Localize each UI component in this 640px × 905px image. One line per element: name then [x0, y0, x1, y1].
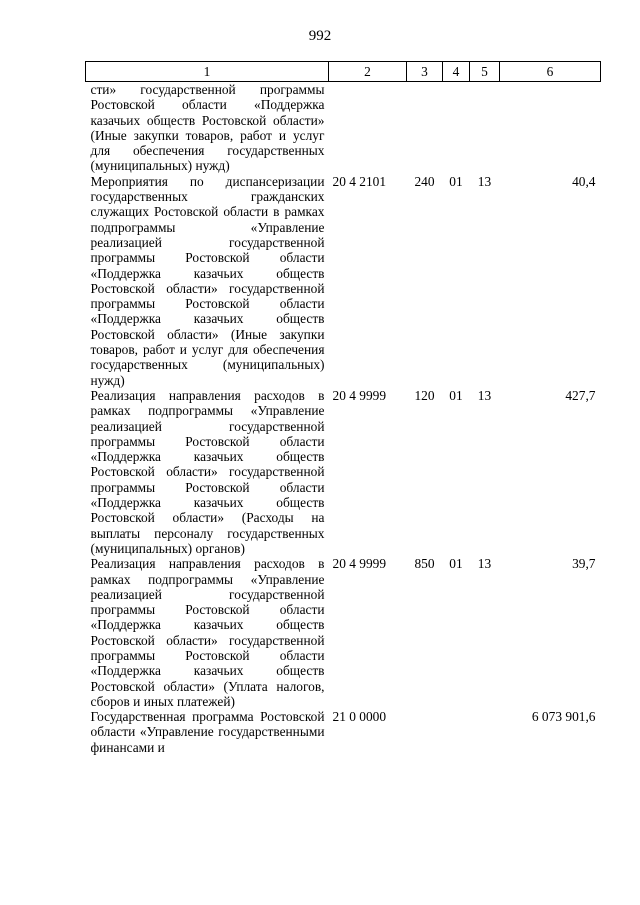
table-row	[86, 556, 601, 709]
row-code: 20 4 9999	[332, 387, 387, 403]
column-header-description: 1	[86, 62, 329, 82]
row-type	[407, 82, 443, 174]
row-type: 240	[414, 173, 435, 189]
row-code	[329, 82, 407, 174]
row-description: Мероприятия по диспансеризации государственных гражданских служащих Ростовской области в рамках подпрограммы «Управление реализацией государственной программы Ростовской области «Поддержка казачьих обществ Ростовской области» государственной программы Ростовской области «Поддержка казачьих обществ Ростовской области» (Иные закупки товаров, работ и услуг для обеспечения государственных (муниципальных) нужд)	[90, 173, 325, 388]
row-section	[443, 709, 470, 755]
row-description: Государственная программа Ростовской области «Управление государственными финансами и	[90, 709, 325, 755]
row-amount: 40,4	[572, 173, 596, 189]
table-row	[86, 388, 601, 556]
row-section: 01	[449, 173, 463, 189]
row-type	[407, 709, 443, 755]
row-subsection: 13	[477, 387, 492, 403]
row-type: 120	[414, 387, 435, 403]
row-description: Реализация направления расходов в рамках подпрограммы «Управление реализацией государственной программы Ростовской области «Поддержка казачьих обществ Ростовской области» государственной программы Ростовской области «Поддержка казачьих обществ Ростовской области» (Расходы на выплаты персоналу государственных (муниципальных) органов)	[90, 387, 325, 556]
row-amount	[500, 82, 601, 174]
row-amount: 39,7	[572, 556, 596, 572]
row-type: 850	[414, 556, 435, 572]
column-header-type: 3	[407, 62, 443, 82]
row-amount: 6 073 901,6	[531, 709, 596, 725]
row-code: 20 4 2101	[332, 173, 387, 189]
row-description: Реализация направления расходов в рамках подпрограммы «Управление реализацией государственной программы Ростовской области «Поддержка казачьих обществ Ростовской области» государственной программы Ростовской области «Поддержка казачьих обществ Ростовской области» (Уплата налогов, сборов и иных платежей)	[90, 556, 325, 709]
table-row	[86, 174, 601, 388]
column-header-subsection: 5	[470, 62, 500, 82]
row-code: 20 4 9999	[332, 556, 387, 572]
row-subsection	[470, 709, 500, 755]
row-code: 21 0 0000	[332, 709, 387, 725]
table-row	[86, 82, 601, 174]
table-row	[86, 709, 601, 755]
row-section: 01	[449, 556, 463, 572]
row-description: сти» государственной программы Ростовской области «Поддержка казачьих обществ Ростовской области» (Иные закупки товаров, работ и услуг для обеспечения государственных (муниципальных) нужд)	[90, 82, 325, 174]
column-header-amount: 6	[500, 62, 601, 82]
row-section: 01	[449, 387, 463, 403]
budget-table	[85, 61, 601, 755]
row-subsection: 13	[477, 173, 492, 189]
column-header-section: 4	[443, 62, 470, 82]
row-subsection	[470, 82, 500, 174]
page-number: 992	[308, 28, 332, 44]
row-section	[443, 82, 470, 174]
table-header-row	[86, 62, 601, 82]
column-header-code: 2	[329, 62, 407, 82]
row-subsection: 13	[477, 556, 492, 572]
row-amount: 427,7	[565, 387, 596, 403]
